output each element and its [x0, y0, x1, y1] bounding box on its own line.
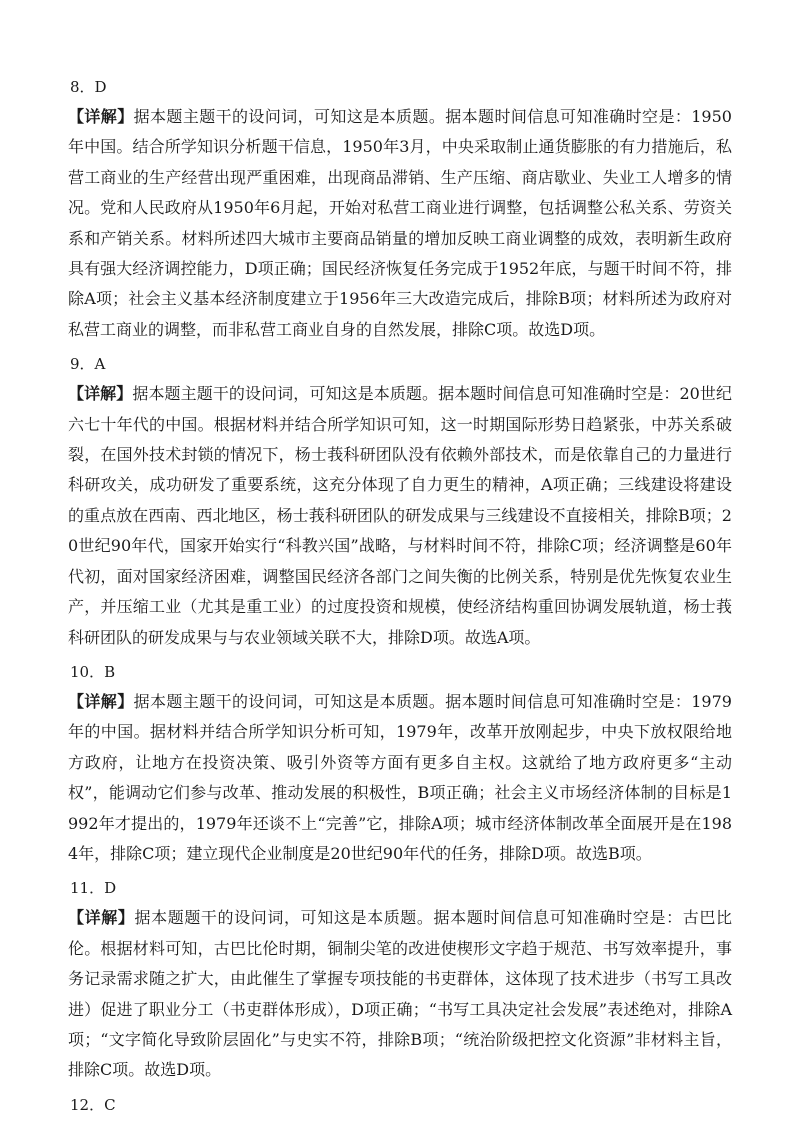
question-9: [68, 349, 732, 653]
question-number: 9．A: [70, 355, 106, 374]
question-number: 11．D: [70, 879, 117, 898]
explanation-text: 据本题主题干的设问词，可知这是本质题。据本题时间信息可知准确时空是：1979年的中国。据材料并结合所学知识分析可知，1979年，改革开放刚起步，中央下放权限给地方政府，让地方在投资决策、吸引外资等方面有更多自主权。这就给了地方政府更多“主动权”，能调动它们参与改革、推动发展的积极性，B项正确；社会主义市场经济体制的目标是1992年才提出的，1979年还谈不上“完善”它，排除A项；城市经济体制改革全面展开是在1984年，排除C项；建立现代企业制度是20世纪90年代的任务，排除D项。故选B项。: [68, 691, 732, 863]
question-8: [68, 72, 732, 345]
explanation-text: 据本题主题干的设问词，可知这是本质题。据本题时间信息可知准确时空是：1950年中国。结合所学知识分析题干信息，1950年3月，中央采取制止通货膨胀的有力措施后，私营工商业的生产经营出现严重困难，出现商品滞销、生产压缩、商店歇业、失业工人增多的情况。党和人民政府从1950年6月起，开始对私营工商业进行调整，包括调整公私关系、劳资关系和产销关系。材料所述四大城市主要商品销量的增加反映工商业调整的成效，表明新生政府具有强大经济调控能力，D项正确；国民经济恢复任务完成于1952年底，与题干时间不符，排除A项；社会主义基本经济制度建立于1956年三大改造完成后，排除B项；材料所述为政府对私营工商业的调整，而非私营工商业自身的自然发展，排除C项。故选D项。: [68, 107, 732, 339]
answer-sheet-page: [68, 72, 732, 1120]
explanation-paragraph: [68, 379, 732, 653]
question-number: 8．D: [70, 78, 107, 96]
explanation-paragraph: [68, 102, 732, 345]
question-11: [68, 873, 732, 1085]
question-number: 10．B: [70, 662, 116, 681]
explanation-paragraph: [68, 687, 732, 869]
question-12: [68, 1090, 732, 1120]
explanation-tag: 【详解】: [68, 107, 134, 126]
explanation-paragraph: [68, 903, 732, 1085]
question-10: [68, 657, 732, 869]
explanation-text: 据本题题干的设问词，可知这是本质题。据本题时间信息可知准确时空是：古巴比伦。根据材料可知，古巴比伦时期，铜制尖笔的改进使楔形文字趋于规范、书写效率提升，事务记录需求随之扩大，由此催生了掌握专项技能的书吏群体，这体现了技术进步（书写工具改进）促进了职业分工（书吏群体形成），D项正确；“书写工具决定社会发展”表述绝对，排除A项；“文字简化导致阶层固化”与史实不符，排除B项；“统治阶级把控文化资源”非材料主旨，排除C项。故选D项。: [68, 908, 732, 1080]
explanation-tag: 【详解】: [68, 908, 135, 928]
explanation-text: 据本题主题干的设问词，可知这是本质题。据本题时间信息可知准确时空是：20世纪六七十年代的中国。根据材料并结合所学知识可知，这一时期国际形势日趋紧张，中苏关系破裂，在国外技术封锁的情况下，杨士莪科研团队没有依赖外部技术，而是依靠自己的力量进行科研攻关，成功研发了重要系统，这充分体现了自力更生的精神，A项正确；三线建设将建设的重点放在西南、西北地区，杨士莪科研团队的研发成果与三线建设不直接相关，排除B项；20世纪90年代，国家开始实行“科教兴国”战略，与材料时间不符，排除C项；经济调整是60年代初，面对国家经济困难，调整国民经济各部门之间失衡的比例关系，特别是优先恢复农业生产，并压缩工业（尤其是重工业）的过度投资和规模，使经济结构重回协调发展轨道，杨士莪科研团队的研发成果与与农业领域关联不大，排除D项。故选A项。: [68, 384, 732, 647]
explanation-tag: 【详解】: [68, 691, 134, 711]
explanation-tag: 【详解】: [68, 384, 133, 404]
question-number: 12．C: [70, 1095, 116, 1114]
